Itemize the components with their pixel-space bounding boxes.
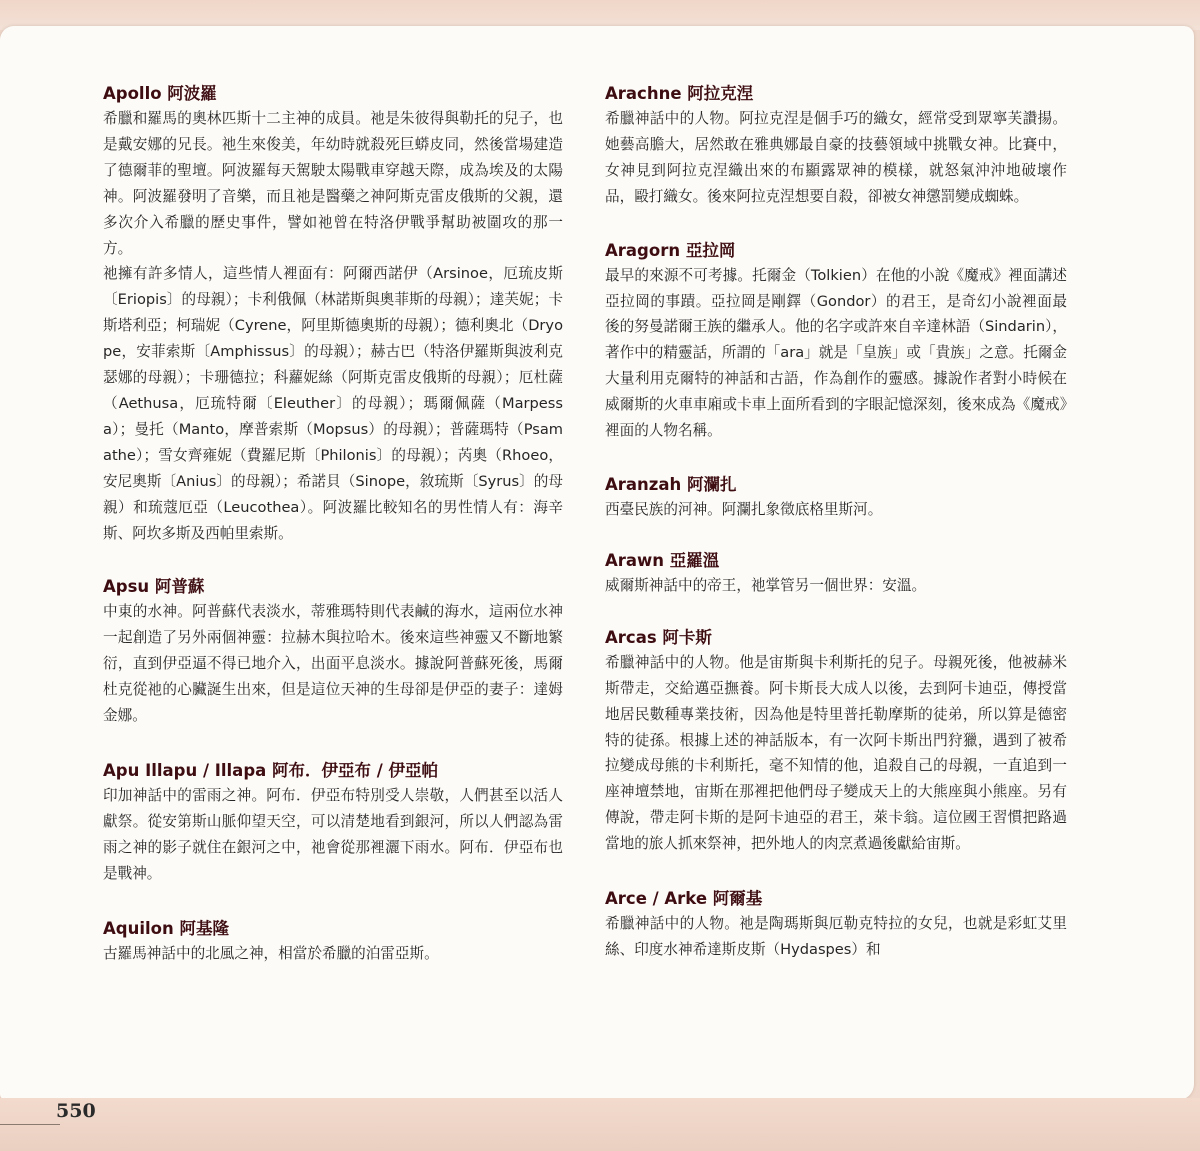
entry-arce: [605, 887, 1067, 963]
left-column: [103, 82, 563, 966]
page-number: 550: [56, 1100, 96, 1122]
entry-body: 希臘神話中的人物。阿拉克涅是個手巧的織女，經常受到眾寧芙讚揚。她藝高膽大，居然敢在雅典娜最自豪的技藝領域中挑戰女神。比賽中，女神見到阿拉克涅織出來的布顯露眾神的模樣，就怒氣沖沖地破壞作品，毆打織女。後來阿拉克涅想要自殺，卻被女神懲罰變成蜘蛛。: [605, 110, 1067, 205]
entry-title: Aragorn 亞拉岡: [605, 240, 736, 260]
entry-arachne: [605, 82, 1067, 210]
entry-apollo: [103, 82, 563, 546]
entry-body: 威爾斯神話中的帝王，祂掌管另一個世界：安溫。: [605, 576, 927, 594]
entry-body: 最早的來源不可考據。托爾金（Tolkien）在他的小說《魔戒》裡面講述亞拉岡的事蹟。亞拉岡是剛鐸（Gondor）的君王，是奇幻小說裡面最後的努曼諾爾王族的繼承人。他的名字或許來自辛達林語（Sindarin），著作中的精靈話，所謂的「ara」就是「皇族」或「貴族」之意。托爾金大量利用克爾特的神話和古語，作為創作的靈感。據說作者對小時候在威爾斯的火車車廂或卡車上面所看到的字眼記憶深刻，後來成為《魔戒》裡面的人物名稱。: [605, 266, 1067, 440]
entry-apsu: [103, 575, 563, 729]
entry-arcas: [605, 626, 1067, 857]
entry-body: 希臘和羅馬的奧林匹斯十二主神的成員。祂是朱彼得與勒托的兒子，也是戴安娜的兄長。祂生來俊美，年幼時就殺死巨蟒皮同，然後當場建造了德爾菲的聖壇。阿波羅每天駕駛太陽戰車穿越天際，成為埃及的太陽神。阿波羅發明了音樂，而且祂是醫藥之神阿斯克雷皮俄斯的父親，還多次介入希臘的歷史事件，譬如祂曾在特洛伊戰爭幫助被圍攻的那一方。: [103, 110, 563, 257]
entry-title: Aquilon 阿基隆: [103, 918, 229, 938]
entry-title: Apsu 阿普蘇: [103, 577, 205, 597]
entry-body: 印加神話中的雷雨之神。阿布．伊亞布特別受人崇敬，人們甚至以活人獻祭。從安第斯山脈仰望天空，可以清楚地看到銀河，所以人們認為雷雨之神的影子就住在銀河之中，祂會從那裡灑下雨水。阿布．伊亞布也是戰神。: [103, 786, 563, 882]
page-number-rule: [0, 1124, 60, 1125]
entry-aragorn: [605, 239, 1067, 444]
page-bottom-edge: [0, 1098, 1200, 1151]
entry-title: Aranzah 阿瀾扎: [605, 474, 737, 494]
entry-title: Arce / Arke 阿爾基: [605, 889, 763, 909]
entry-body: 古羅馬神話中的北風之神，相當於希臘的泊雷亞斯。: [103, 944, 439, 962]
entry-title: Arcas 阿卡斯: [605, 627, 712, 647]
entry-aquilon: [103, 917, 563, 967]
entry-aranzah: [605, 473, 1067, 523]
entry-body: 中東的水神。阿普蘇代表淡水，蒂雅瑪特則代表鹹的海水，這兩位水神一起創造了另外兩個神靈：拉赫木與拉哈木。後來這些神靈又不斷地繁衍，直到伊亞逼不得已地介入，出面平息淡水。據說阿普蘇死後，馬爾杜克從祂的心臟誕生出來，但是這位天神的生母卻是伊亞的妻子：達姆金娜。: [103, 603, 563, 725]
entry-body: 希臘神話中的人物。他是宙斯與卡利斯托的兒子。母親死後，他被赫米斯帶走，交給邁亞撫養。阿卡斯長大成人以後，去到阿卡迪亞，傳授當地居民數種專業技術，因為他是特里普托勒摩斯的徒弟，所以算是德密特的徒孫。根據上述的神話版本，有一次阿卡斯出門狩獵，遇到了被希拉變成母熊的卡利斯托，毫不知情的他，追殺自己的母親，一直追到一座神壇禁地，宙斯在那裡把他們母子變成天上的大熊座與小熊座。另有傳說，帶走阿卡斯的是阿卡迪亞的君王，萊卡翁。這位國王習慣把路過當地的旅人抓來祭神，把外地人的肉烹煮過後獻給宙斯。: [605, 653, 1067, 853]
right-column: [605, 82, 1067, 963]
entry-title: Apu Illapu / Illapa 阿布．伊亞布 / 伊亞帕: [103, 760, 439, 780]
entry-apu-illapu: [103, 759, 563, 887]
entry-body: 祂擁有許多情人，這些情人裡面有：阿爾西諾伊（Arsinoe，厄琉皮斯〔Eriopis〕的母親）；卡利俄佩（林諾斯與奧菲斯的母親）；達芙妮；卡斯塔利亞；柯瑞妮（Cyrene，阿里斯德奧斯的母親）；德利奧北（Dryope，安菲索斯〔Amphissus〕的母親）；赫古巴（特洛伊羅斯與波利克瑟娜的母親）；卡珊德拉；科蘿妮絲（阿斯克雷皮俄斯的母親）；厄杜薩（Aethusa，厄琉特爾〔Eleuther〕的母親）；瑪爾佩薩（Marpessa）；曼托（Manto，摩普索斯（Mopsus）的母親）；普薩瑪特（Psamathe）；雪女齊雍妮（費羅尼斯〔Philonis〕的母親）；芮奧（Rhoeo，安尼奧斯〔Anius〕的母親）；希諾貝（Sinope，敘琉斯〔Syrus〕的母親）和琉蔻厄亞（Leucothea）。阿波羅比較知名的男性情人有：海辛斯、阿坎多斯及西帕里索斯。: [103, 265, 563, 542]
entry-title: Arachne 阿拉克涅: [605, 84, 754, 103]
entry-arawn: [605, 549, 1067, 599]
entry-title: Apollo 阿波羅: [103, 84, 217, 103]
entry-body: 西臺民族的河神。阿瀾扎象徵底格里斯河。: [605, 500, 883, 518]
entry-title: Arawn 亞羅溫: [605, 550, 720, 570]
entry-body: 希臘神話中的人物。祂是陶瑪斯與厄勒克特拉的女兒，也就是彩虹艾里絲、印度水神希達斯皮斯（Hydaspes）和: [605, 915, 1067, 958]
